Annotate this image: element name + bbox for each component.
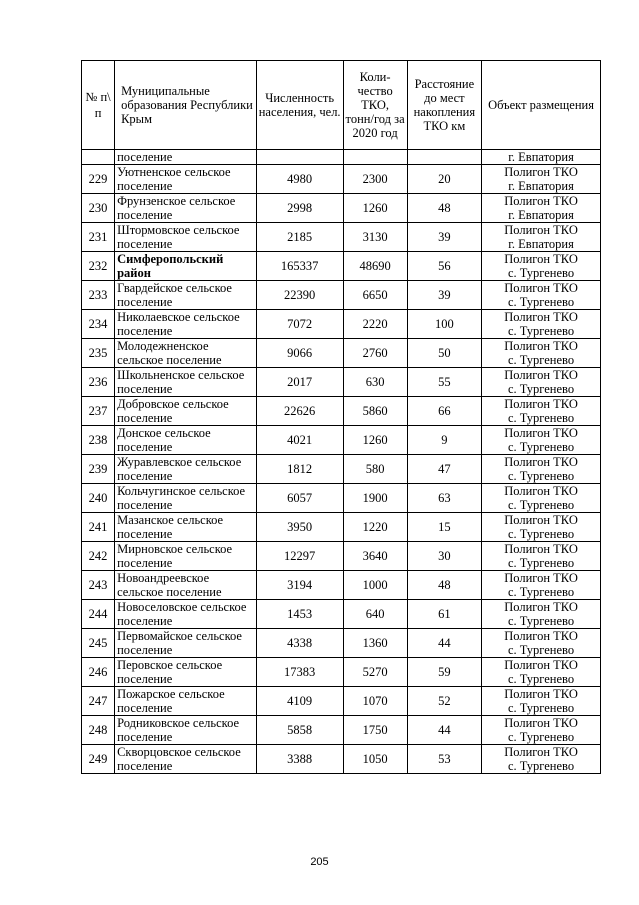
row-name: Кольчугинское сельское поселение bbox=[115, 484, 257, 513]
row-object-1: Полигон ТКО bbox=[504, 542, 578, 556]
table-row bbox=[82, 484, 601, 513]
row-name: Скворцовское сельское поселение bbox=[115, 745, 257, 774]
row-object-1: Полигон ТКО bbox=[504, 252, 578, 266]
row-object-2: с. Тургенево bbox=[507, 527, 575, 541]
row-population: 4338 bbox=[256, 629, 343, 658]
row-object-2: г. Евпатория bbox=[508, 237, 574, 251]
header-distance: Расстояние до мест накопления ТКО км bbox=[407, 61, 481, 150]
table-row bbox=[82, 600, 601, 629]
row-num: 236 bbox=[82, 368, 115, 397]
row-object-1: Полигон ТКО bbox=[504, 571, 578, 585]
row-distance: 52 bbox=[407, 687, 481, 716]
table-row bbox=[82, 339, 601, 368]
row-object bbox=[482, 600, 601, 629]
row-object-2: с. Тургенево bbox=[507, 614, 575, 628]
row-distance: 48 bbox=[407, 571, 481, 600]
row-name: Гвардейское сельское поселение bbox=[115, 281, 257, 310]
row-tko: 1000 bbox=[343, 571, 407, 600]
row-distance: 61 bbox=[407, 600, 481, 629]
row-object-1: Полигон ТКО bbox=[504, 368, 578, 382]
row-object bbox=[482, 455, 601, 484]
row-object bbox=[482, 368, 601, 397]
row-object-2: с. Тургенево bbox=[507, 585, 575, 599]
header-object: Объект размещения bbox=[482, 61, 601, 150]
row-name: Молодежненское сельское поселение bbox=[115, 339, 257, 368]
row-tko: 1750 bbox=[343, 716, 407, 745]
row-object-2: с. Тургенево bbox=[507, 324, 575, 338]
page-number: 205 bbox=[310, 856, 329, 868]
cont-num bbox=[82, 150, 115, 165]
row-object-2: с. Тургенево bbox=[507, 759, 575, 773]
row-num: 245 bbox=[82, 629, 115, 658]
row-object-1: Полигон ТКО bbox=[504, 455, 578, 469]
row-name: Добровское сельское поселение bbox=[115, 397, 257, 426]
row-object-2: с. Тургенево bbox=[507, 411, 575, 425]
row-name: Родниковское сельское поселение bbox=[115, 716, 257, 745]
row-population: 1812 bbox=[256, 455, 343, 484]
row-tko: 580 bbox=[343, 455, 407, 484]
row-object-1: Полигон ТКО bbox=[504, 281, 578, 295]
row-population: 4980 bbox=[256, 165, 343, 194]
row-tko: 1360 bbox=[343, 629, 407, 658]
row-object bbox=[482, 571, 601, 600]
row-object-1: Полигон ТКО bbox=[504, 513, 578, 527]
row-object bbox=[482, 745, 601, 774]
row-population: 7072 bbox=[256, 310, 343, 339]
row-population: 4021 bbox=[256, 426, 343, 455]
row-population: 2185 bbox=[256, 223, 343, 252]
row-object-1: Полигон ТКО bbox=[504, 658, 578, 672]
row-tko: 3130 bbox=[343, 223, 407, 252]
row-name: Симферопольский район bbox=[115, 252, 257, 281]
row-name: Уютненское сельское поселение bbox=[115, 165, 257, 194]
row-object-2: с. Тургенево bbox=[507, 382, 575, 396]
row-tko: 48690 bbox=[343, 252, 407, 281]
row-num: 232 bbox=[82, 252, 115, 281]
continuation-row bbox=[82, 150, 601, 165]
row-name: Фрунзенское сельское поселение bbox=[115, 194, 257, 223]
row-distance: 47 bbox=[407, 455, 481, 484]
row-num: 246 bbox=[82, 658, 115, 687]
row-population: 22626 bbox=[256, 397, 343, 426]
table-row bbox=[82, 629, 601, 658]
row-num: 234 bbox=[82, 310, 115, 339]
row-object bbox=[482, 281, 601, 310]
row-object-1: Полигон ТКО bbox=[504, 339, 578, 353]
row-num: 235 bbox=[82, 339, 115, 368]
table-row bbox=[82, 194, 601, 223]
row-name: Пожарское сельское поселение bbox=[115, 687, 257, 716]
row-name: Новоандреевское сельское поселение bbox=[115, 571, 257, 600]
table-row bbox=[82, 542, 601, 571]
row-tko: 1260 bbox=[343, 426, 407, 455]
row-tko: 1900 bbox=[343, 484, 407, 513]
row-population: 4109 bbox=[256, 687, 343, 716]
row-object bbox=[482, 658, 601, 687]
row-population: 2998 bbox=[256, 194, 343, 223]
row-object-2: с. Тургенево bbox=[507, 701, 575, 715]
row-num: 231 bbox=[82, 223, 115, 252]
row-distance: 59 bbox=[407, 658, 481, 687]
row-name: Штормовское сельское поселение bbox=[115, 223, 257, 252]
row-object bbox=[482, 223, 601, 252]
row-object-2: с. Тургенево bbox=[507, 643, 575, 657]
row-num: 241 bbox=[82, 513, 115, 542]
row-distance: 20 bbox=[407, 165, 481, 194]
header-tko: Коли-чество ТКО, тонн/год за 2020 год bbox=[343, 61, 407, 150]
row-population: 5858 bbox=[256, 716, 343, 745]
row-object bbox=[482, 687, 601, 716]
row-tko: 5860 bbox=[343, 397, 407, 426]
row-object bbox=[482, 397, 601, 426]
row-num: 230 bbox=[82, 194, 115, 223]
row-tko: 3640 bbox=[343, 542, 407, 571]
row-distance: 48 bbox=[407, 194, 481, 223]
row-object-2: с. Тургенево bbox=[507, 730, 575, 744]
row-num: 243 bbox=[82, 571, 115, 600]
row-population: 17383 bbox=[256, 658, 343, 687]
row-object bbox=[482, 629, 601, 658]
row-tko: 630 bbox=[343, 368, 407, 397]
row-distance: 44 bbox=[407, 629, 481, 658]
row-object-2: с. Тургенево bbox=[507, 469, 575, 483]
row-object bbox=[482, 165, 601, 194]
row-distance: 15 bbox=[407, 513, 481, 542]
row-population: 6057 bbox=[256, 484, 343, 513]
table-row bbox=[82, 223, 601, 252]
cont-distance bbox=[407, 150, 481, 165]
table-row bbox=[82, 745, 601, 774]
row-num: 233 bbox=[82, 281, 115, 310]
row-object bbox=[482, 310, 601, 339]
row-object bbox=[482, 542, 601, 571]
row-distance: 63 bbox=[407, 484, 481, 513]
row-name: Мазанское сельское поселение bbox=[115, 513, 257, 542]
row-tko: 1220 bbox=[343, 513, 407, 542]
table-row bbox=[82, 513, 601, 542]
table-row bbox=[82, 658, 601, 687]
row-population: 9066 bbox=[256, 339, 343, 368]
row-tko: 1070 bbox=[343, 687, 407, 716]
row-distance: 50 bbox=[407, 339, 481, 368]
row-name: Школьненское сельское поселение bbox=[115, 368, 257, 397]
table-header-row bbox=[82, 61, 601, 150]
row-distance: 66 bbox=[407, 397, 481, 426]
row-num: 247 bbox=[82, 687, 115, 716]
row-object-1: Полигон ТКО bbox=[504, 484, 578, 498]
row-distance: 56 bbox=[407, 252, 481, 281]
row-distance: 53 bbox=[407, 745, 481, 774]
row-tko: 1260 bbox=[343, 194, 407, 223]
table-row bbox=[82, 716, 601, 745]
row-distance: 100 bbox=[407, 310, 481, 339]
table-row bbox=[82, 310, 601, 339]
row-object bbox=[482, 252, 601, 281]
row-population: 2017 bbox=[256, 368, 343, 397]
row-distance: 39 bbox=[407, 223, 481, 252]
table-row bbox=[82, 368, 601, 397]
row-object bbox=[482, 426, 601, 455]
row-object-2: с. Тургенево bbox=[507, 498, 575, 512]
row-object-1: Полигон ТКО bbox=[504, 310, 578, 324]
row-population: 22390 bbox=[256, 281, 343, 310]
table-row bbox=[82, 426, 601, 455]
row-object-1: Полигон ТКО bbox=[504, 629, 578, 643]
row-tko: 640 bbox=[343, 600, 407, 629]
row-distance: 9 bbox=[407, 426, 481, 455]
row-name: Новоселовское сельское поселение bbox=[115, 600, 257, 629]
row-tko: 2300 bbox=[343, 165, 407, 194]
row-tko: 1050 bbox=[343, 745, 407, 774]
row-population: 165337 bbox=[256, 252, 343, 281]
row-population: 12297 bbox=[256, 542, 343, 571]
row-object-1: Полигон ТКО bbox=[504, 745, 578, 759]
row-num: 244 bbox=[82, 600, 115, 629]
row-object-2: с. Тургенево bbox=[507, 672, 575, 686]
row-distance: 55 bbox=[407, 368, 481, 397]
row-distance: 44 bbox=[407, 716, 481, 745]
row-object-2: с. Тургенево bbox=[507, 556, 575, 570]
cont-tko bbox=[343, 150, 407, 165]
row-object-2: с. Тургенево bbox=[507, 353, 575, 367]
table-row bbox=[82, 397, 601, 426]
row-object-1: Полигон ТКО bbox=[504, 165, 578, 179]
row-num: 240 bbox=[82, 484, 115, 513]
row-num: 229 bbox=[82, 165, 115, 194]
header-population: Численность населения, чел. bbox=[256, 61, 343, 150]
row-object-2: с. Тургенево bbox=[507, 266, 575, 280]
row-object-2: с. Тургенево bbox=[507, 440, 575, 454]
waste-table bbox=[81, 60, 601, 774]
row-population: 3950 bbox=[256, 513, 343, 542]
table-row bbox=[82, 455, 601, 484]
row-distance: 30 bbox=[407, 542, 481, 571]
row-object bbox=[482, 194, 601, 223]
table-row bbox=[82, 687, 601, 716]
table-row bbox=[82, 571, 601, 600]
row-num: 248 bbox=[82, 716, 115, 745]
cont-name: поселение bbox=[115, 150, 257, 165]
table-row bbox=[82, 165, 601, 194]
row-object-1: Полигон ТКО bbox=[504, 223, 578, 237]
row-object-1: Полигон ТКО bbox=[504, 716, 578, 730]
row-object-2: с. Тургенево bbox=[507, 295, 575, 309]
row-object-2: г. Евпатория bbox=[508, 179, 574, 193]
header-name: Муниципальные образования Республики Крым bbox=[115, 61, 257, 150]
row-name: Перовское сельское поселение bbox=[115, 658, 257, 687]
table-row bbox=[82, 252, 601, 281]
row-num: 237 bbox=[82, 397, 115, 426]
row-object-1: Полигон ТКО bbox=[504, 687, 578, 701]
row-num: 238 bbox=[82, 426, 115, 455]
cont-population bbox=[256, 150, 343, 165]
row-name: Мирновское сельское поселение bbox=[115, 542, 257, 571]
row-object bbox=[482, 339, 601, 368]
row-name: Донское сельское поселение bbox=[115, 426, 257, 455]
row-tko: 2220 bbox=[343, 310, 407, 339]
row-population: 3194 bbox=[256, 571, 343, 600]
row-object bbox=[482, 484, 601, 513]
row-tko: 6650 bbox=[343, 281, 407, 310]
row-object-1: Полигон ТКО bbox=[504, 397, 578, 411]
row-name: Николаевское сельское поселение bbox=[115, 310, 257, 339]
row-tko: 5270 bbox=[343, 658, 407, 687]
row-population: 3388 bbox=[256, 745, 343, 774]
row-object-1: Полигон ТКО bbox=[504, 426, 578, 440]
row-num: 239 bbox=[82, 455, 115, 484]
row-name: Первомайское сельское поселение bbox=[115, 629, 257, 658]
row-object bbox=[482, 716, 601, 745]
row-tko: 2760 bbox=[343, 339, 407, 368]
row-distance: 39 bbox=[407, 281, 481, 310]
row-population: 1453 bbox=[256, 600, 343, 629]
row-object-2: г. Евпатория bbox=[508, 208, 574, 222]
row-num: 249 bbox=[82, 745, 115, 774]
table-row bbox=[82, 281, 601, 310]
row-object bbox=[482, 513, 601, 542]
cont-object: г. Евпатория bbox=[482, 150, 601, 165]
row-name: Журавлевское сельское поселение bbox=[115, 455, 257, 484]
row-object-1: Полигон ТКО bbox=[504, 600, 578, 614]
row-num: 242 bbox=[82, 542, 115, 571]
header-num: № п\ п bbox=[82, 61, 115, 150]
row-object-1: Полигон ТКО bbox=[504, 194, 578, 208]
